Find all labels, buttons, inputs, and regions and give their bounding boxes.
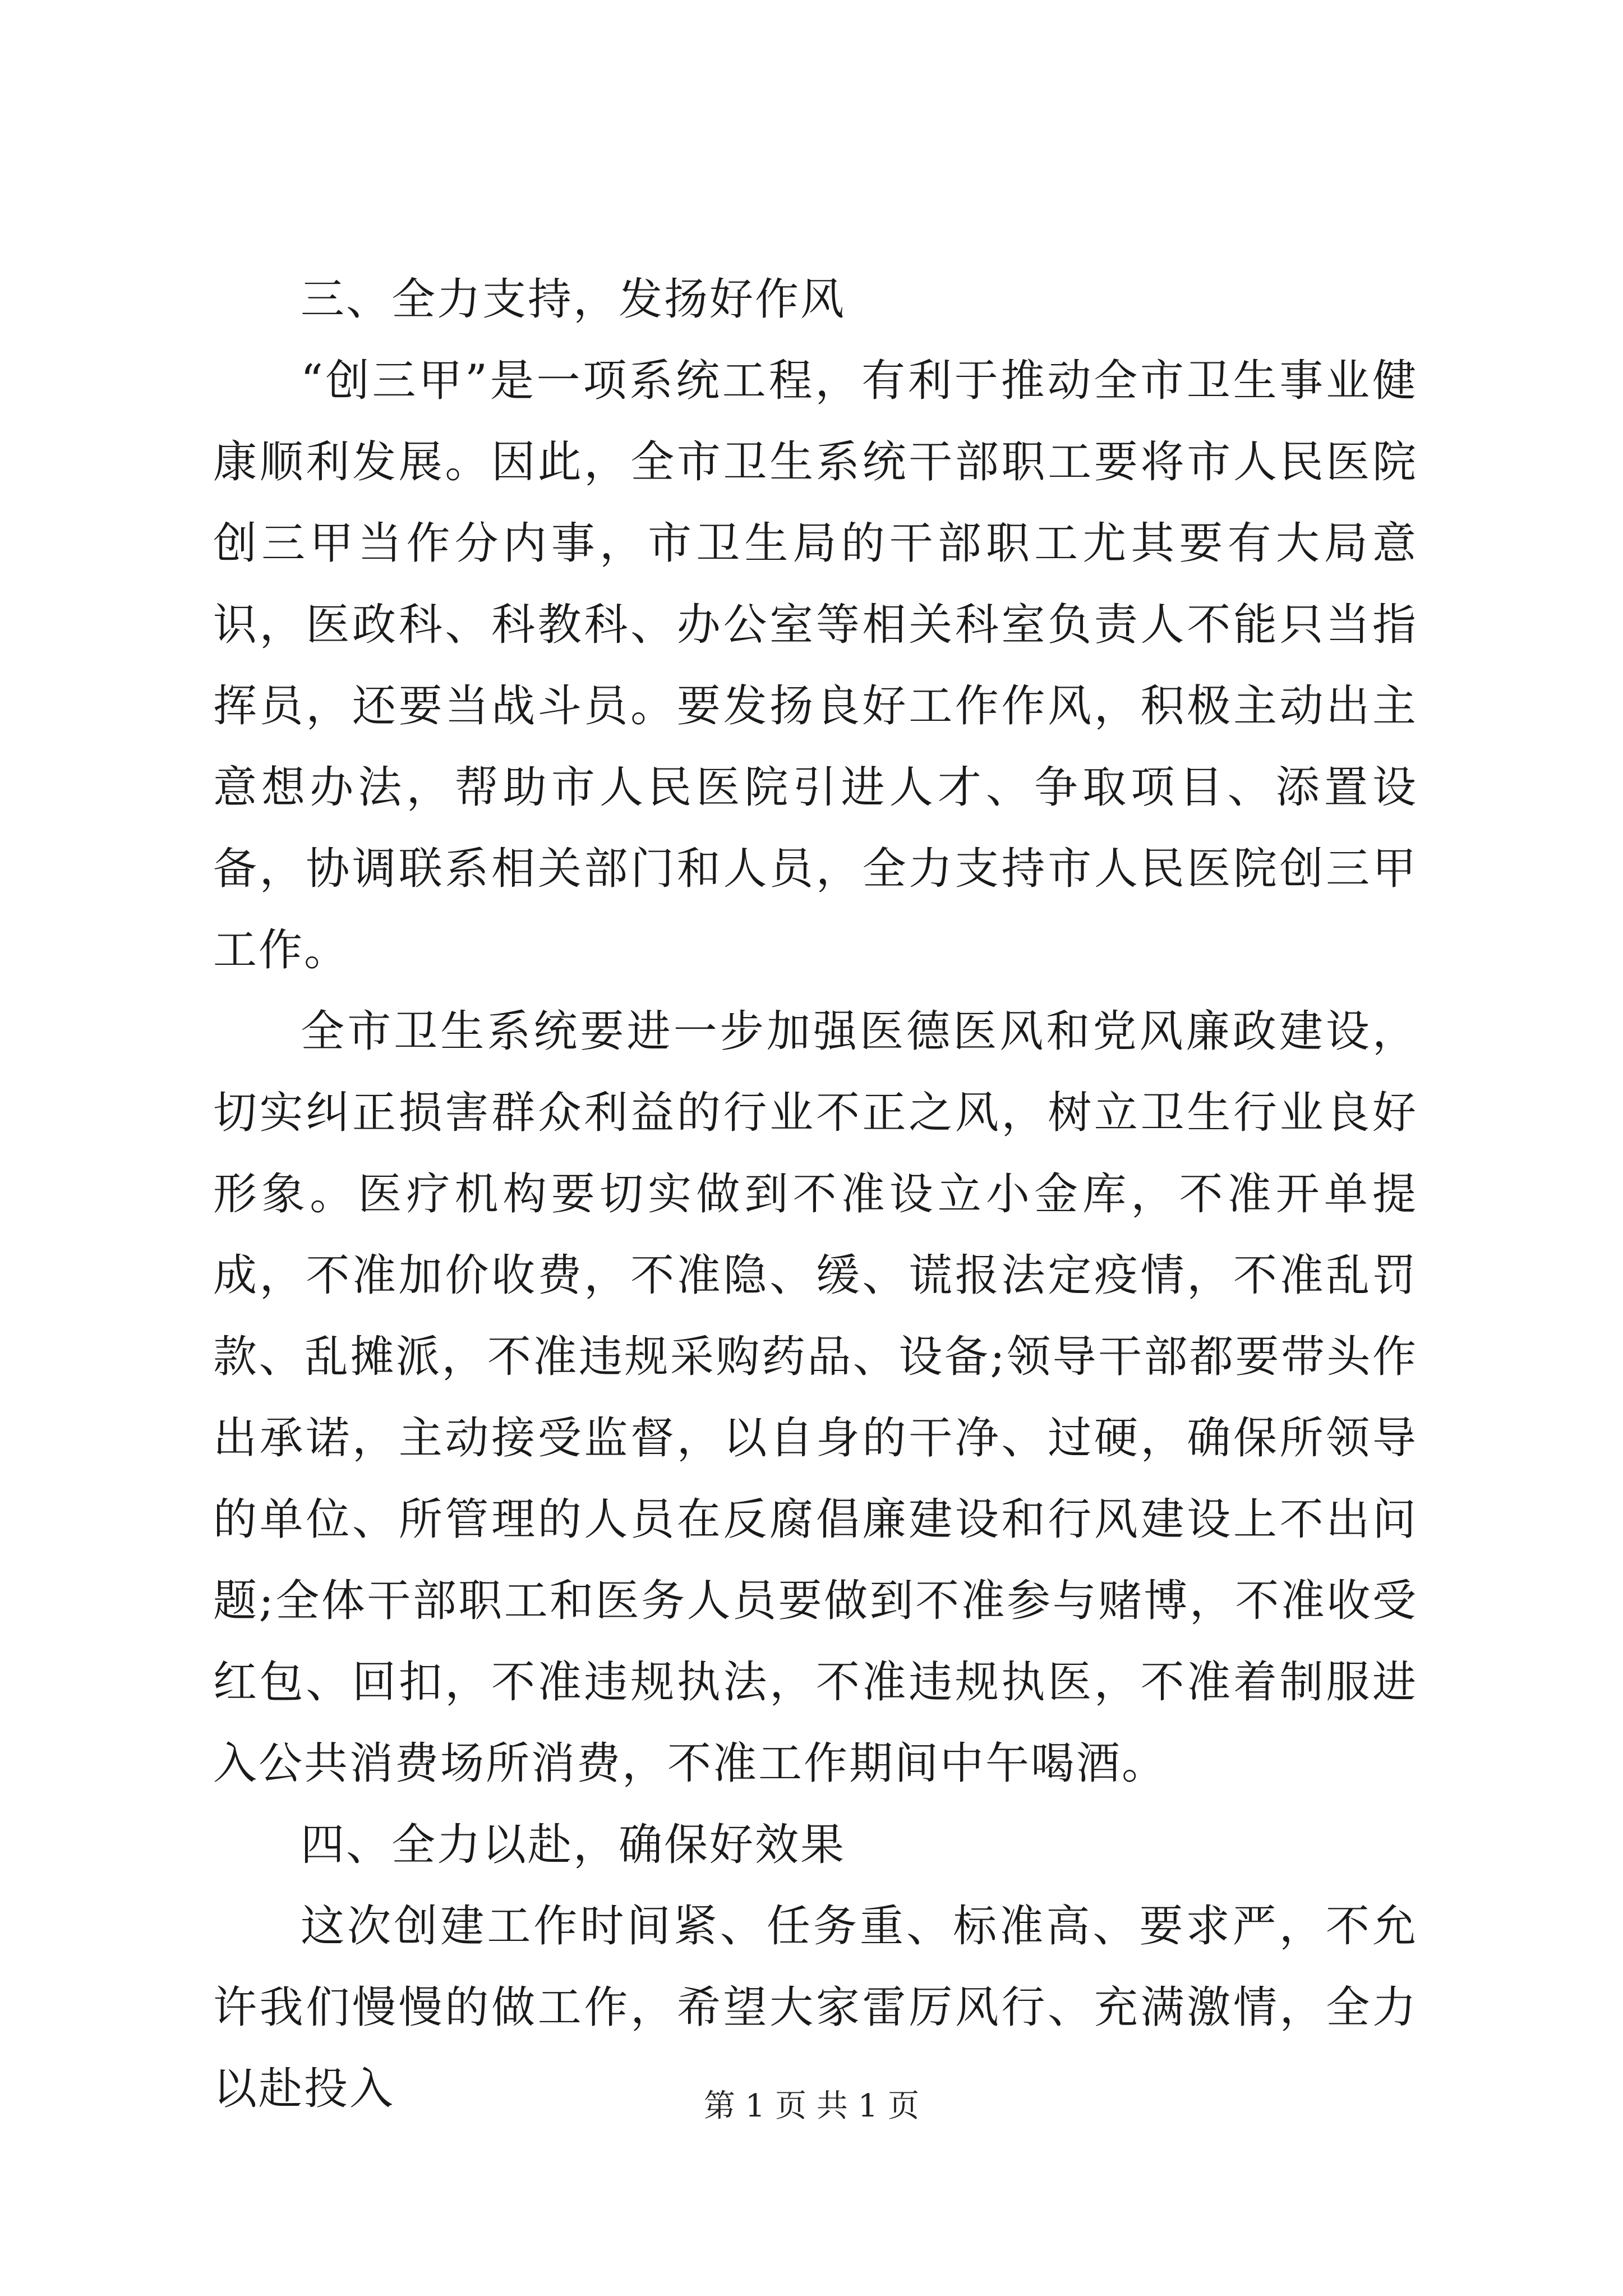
document-body: [213, 259, 1418, 2130]
section-heading-3: 三、全力支持，发扬好作风: [301, 274, 846, 325]
paragraph: 全市卫生系统要进一步加强医德医风和党风廉政建设，切实纠正损害群众利益的行业不正之风，树立卫生行业良好形象。医疗机构要切实做到不准设立小金库，不准开单提成，不准加价收费，不准隐、缓、谎报法定疫情，不准乱罚款、乱摊派，不准违规采购药品、设备;领导干部都要带头作出承诺，主动接受监督，以自身的干净、过硬，确保所领导的单位、所管理的人员在反腐倡廉建设和行风建设上不出问题;全体干部职工和医务人员要做到不准参与赌博，不准收受红包、回扣，不准违规执法，不准违规执医，不准着制服进入公共消费场所消费，不准工作期间中午喝酒。: [213, 1006, 1418, 1789]
paragraph: “创三甲”是一项系统工程，有利于推动全市卫生事业健康顺利发展。因此，全市卫生系统干部职工要将市人民医院创三甲当作分内事，市卫生局的干部职工尤其要有大局意识，医政科、科教科、办公室等相关科室负责人不能只当指挥员，还要当战斗员。要发扬良好工作作风，积极主动出主意想办法，帮助市人民医院引进人才、争取项目、添置设备，协调联系相关部门和人员，全力支持市人民医院创三甲工作。: [213, 356, 1418, 976]
section-heading-4: 四、全力以赴，确保好效果: [301, 1820, 846, 1870]
paragraph: 这次创建工作时间紧、任务重、标准高、要求严，不允许我们慢慢的做工作，希望大家雷厉风行、充满激情，全力以赴投入: [213, 1901, 1418, 2114]
page-number-footer: 第 1 页 共 1 页: [703, 2088, 920, 2124]
